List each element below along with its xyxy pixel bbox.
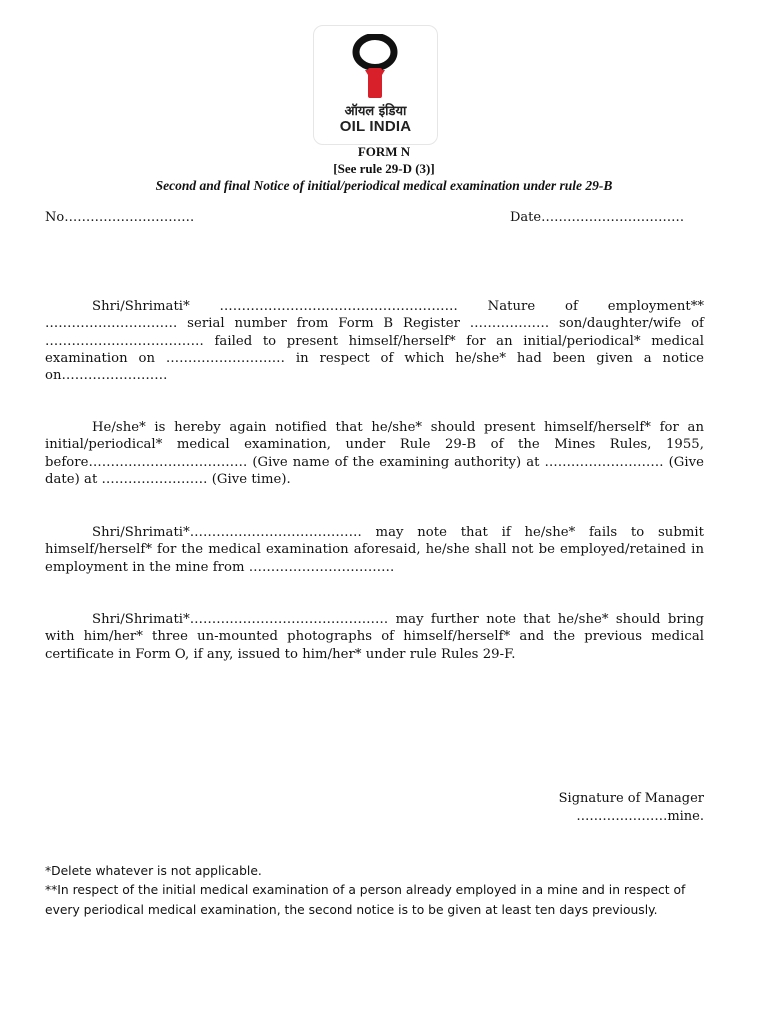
- footnote-1: *Delete whatever is not applicable.: [45, 864, 262, 878]
- form-subtitle: Second and final Notice of initial/periodical medical examination under rule 29-B: [155, 178, 613, 193]
- paragraph-2: He/she* is hereby again notified that he/she* should present himself/herself* for an initial/periodical* medical examination, under Rule 29-B of the Mines Rules, 1955, before……………………………… (Give name of the examining authority) at ……………………… (Give date) at …………………… (Give time).: [45, 420, 704, 487]
- mine-line: …………………mine.: [576, 809, 704, 824]
- logo-hindi-text: ऑयल इंडिया: [344, 104, 407, 119]
- logo-english-text: OIL INDIA: [339, 118, 412, 135]
- oil-india-emblem-icon: [349, 34, 401, 100]
- date-field: Date……………………………: [510, 210, 685, 225]
- signature-label: Signature of Manager: [558, 791, 704, 806]
- oil-india-logo: [313, 25, 438, 145]
- rule-reference: [See rule 29-D (3)]: [333, 161, 435, 176]
- number-field: No…………………………: [45, 210, 195, 225]
- form-title: FORM N: [357, 144, 411, 159]
- paragraph-1: Shri/Shrimati* ……………………………………………… Nature of employment** ………………………… serial number from Form B Register ……………… son/daughter/wife of ……………………………… failed to present himself/herself* for an initial/periodical* medical examination on ……………………… in respect of which he/she* had been given a notice on……………………: [45, 299, 704, 384]
- paragraph-3: Shri/Shrimati*………………………………… may note that if he/she* fails to submit himself/herself* for the medical examination aforesaid, he/she shall not be employed/retained in employment in the mine from ……………………………: [45, 525, 704, 575]
- paragraph-4: Shri/Shrimati*……………………………………… may further note that he/she* should bring with him/her* three un-mounted photographs of himself/herself* and the previous medical certificate in Form O, if any, issued to him/her* under rule Rules 29-F.: [45, 612, 704, 662]
- footnote-2: **In respect of the initial medical examination of a person already employed in a mine and in respect of every periodical medical examination, the second notice is to be given at least ten days previously.: [45, 883, 686, 917]
